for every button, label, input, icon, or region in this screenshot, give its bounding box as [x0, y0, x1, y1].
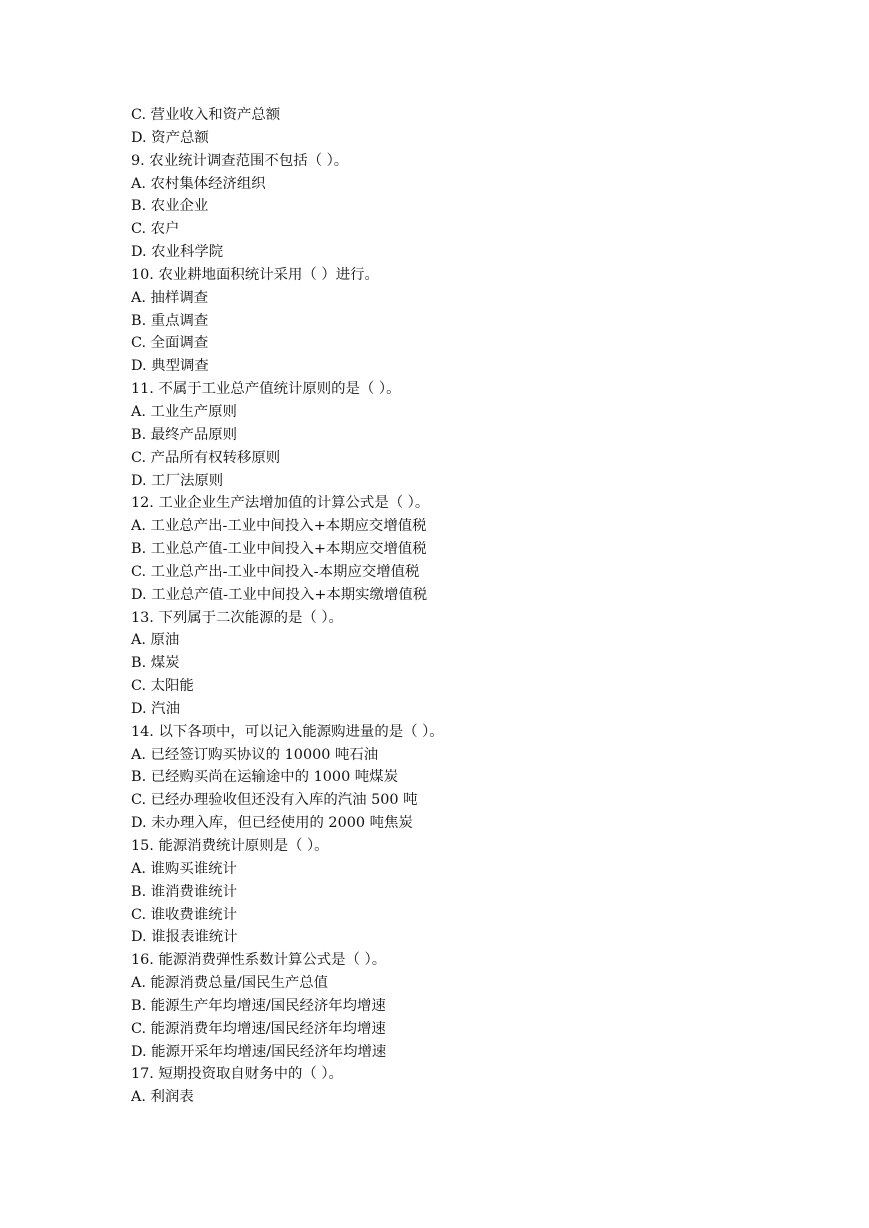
option-line: C. 工业总产出-工业中间投入-本期应交增值税	[131, 563, 420, 580]
option-line: A. 工业总产出-工业中间投入+本期应交增值税	[131, 518, 427, 535]
question-line: 12. 工业企业生产法增加值的计算公式是（ ）。	[131, 495, 430, 512]
option-line: D. 工业总产值-工业中间投入+本期实缴增值税	[131, 586, 428, 603]
option-line: A. 利润表	[131, 1089, 194, 1106]
option-line: C. 太阳能	[131, 678, 194, 695]
option-line: B. 谁消费谁统计	[131, 883, 238, 900]
question-line: 10. 农业耕地面积统计采用（ ）进行。	[131, 266, 379, 283]
option-line: A. 已经签订购买协议的 10000 吨石油	[131, 746, 379, 763]
document-page	[131, 104, 831, 1109]
option-line: A. 农村集体经济组织	[131, 175, 266, 192]
option-line: A. 抽样调查	[131, 289, 209, 306]
question-line: 13. 下列属于二次能源的是（ ）。	[131, 609, 343, 626]
option-line: C. 营业收入和资产总额	[131, 107, 281, 123]
option-line: A. 能源消费总量/国民生产总值	[131, 975, 329, 992]
option-line: D. 未办理入库，但已经使用的 2000 吨焦炭	[131, 815, 413, 832]
option-line: B. 煤炭	[131, 655, 180, 672]
question-line: 11. 不属于工业总产值统计原则的是（ ）。	[131, 381, 401, 398]
option-line: C. 能源消费年均增速/国民经济年均增速	[131, 1020, 386, 1037]
option-line: C. 全面调查	[131, 335, 209, 352]
option-line: A. 原油	[131, 632, 180, 649]
option-line: C. 农户	[131, 221, 180, 238]
option-line: D. 汽油	[131, 700, 180, 717]
question-line: 9. 农业统计调查范围不包括（ ）。	[131, 152, 349, 169]
option-line: D. 农业科学院	[131, 244, 224, 261]
option-line: C. 产品所有权转移原则	[131, 449, 281, 466]
option-line: D. 谁报表谁统计	[131, 929, 238, 946]
option-line: B. 重点调查	[131, 312, 209, 329]
question-line: 14. 以下各项中，可以记入能源购进量的是（ ）。	[131, 723, 444, 740]
question-line: 17. 短期投资取自财务中的（ ）。	[131, 1066, 343, 1083]
option-line: B. 最终产品原则	[131, 426, 238, 443]
option-line: C. 谁收费谁统计	[131, 906, 237, 923]
question-line: 15. 能源消费统计原则是（ ）。	[131, 838, 329, 854]
option-line: A. 谁购买谁统计	[131, 860, 237, 877]
option-line: D. 资产总额	[131, 129, 209, 146]
option-line: D. 工厂法原则	[131, 472, 224, 489]
option-line: D. 典型调查	[131, 358, 209, 375]
option-line: D. 能源开采年均增速/国民经济年均增速	[131, 1043, 387, 1060]
option-line: B. 已经购买尚在运输途中的 1000 吨煤炭	[131, 769, 398, 786]
option-line: B. 工业总产值-工业中间投入+本期应交增值税	[131, 541, 427, 558]
option-line: B. 农业企业	[131, 198, 209, 215]
option-line: C. 已经办理验收但还没有入库的汽油 500 吨	[131, 792, 418, 809]
option-line: A. 工业生产原则	[131, 403, 237, 420]
question-line: 16. 能源消费弹性系数计算公式是（ ）。	[131, 952, 387, 969]
option-line: B. 能源生产年均增速/国民经济年均增速	[131, 997, 386, 1014]
